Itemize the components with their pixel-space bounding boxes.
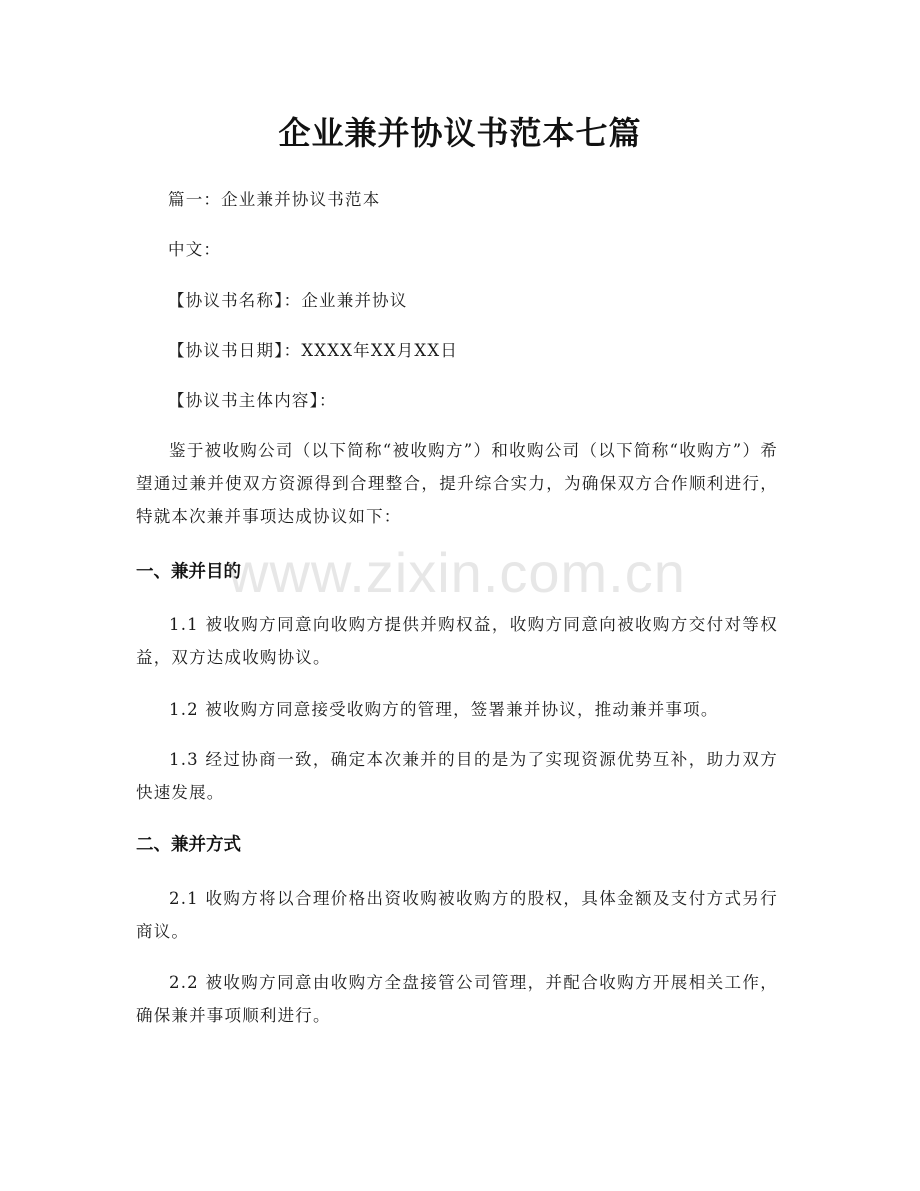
- intro-paragraph: 鉴于被收购公司（以下简称“被收购方”）和收购公司（以下简称“收购方”）希望通过兼并使双方资源得到合理整合，提升综合实力，为确保双方合作顺利进行，特就本次兼并事项达成协议如下：: [136, 441, 778, 526]
- section-heading: 二、兼并方式: [136, 835, 241, 855]
- clause-paragraph: 2.2 被收购方同意由收购方全盘接管公司管理，并配合收购方开展相关工作，确保兼并事项顺利进行。: [136, 973, 778, 1025]
- clause-paragraph: 1.3 经过协商一致，确定本次兼并的目的是为了实现资源优势互补，助力双方快速发展。: [136, 750, 778, 802]
- document-title: 企业兼并协议书范本七篇: [278, 114, 642, 152]
- language-label: 中文：: [168, 240, 222, 259]
- section-heading: 一、兼并目的: [136, 562, 241, 582]
- clause-paragraph: 1.2 被收购方同意接受收购方的管理，签署兼并协议，推动兼并事项。: [169, 700, 719, 719]
- agreement-content-label: 【协议书主体内容】：: [168, 391, 337, 410]
- clause-paragraph: 1.1 被收购方同意向收购方提供并购权益，收购方同意向被收购方交付对等权益，双方达成收购协议。: [136, 615, 778, 667]
- part-label: 篇一：企业兼并协议书范本: [168, 190, 381, 209]
- watermark-text: www.zixin.com.cn: [228, 541, 686, 604]
- agreement-date-line: 【协议书日期】：XXXX年XX月XX日: [168, 341, 459, 360]
- clause-paragraph: 2.1 收购方将以合理价格出资收购被收购方的股权，具体金额及支付方式另行商议。: [136, 889, 778, 941]
- agreement-name-line: 【协议书名称】：企业兼并协议: [168, 291, 408, 310]
